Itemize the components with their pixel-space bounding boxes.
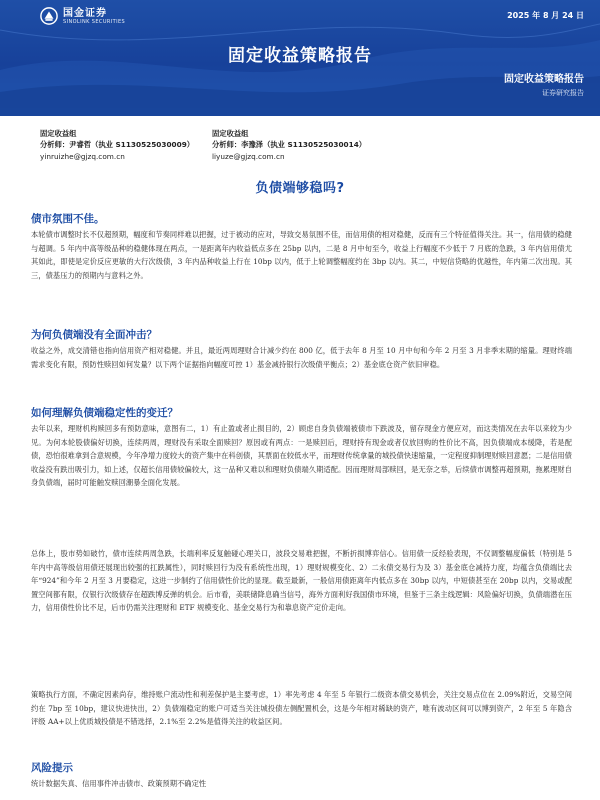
company-logo: [40, 7, 125, 25]
analyst-email[interactable]: liyuze@gjzq.com.cn: [212, 152, 285, 161]
section-paragraph: 统计数据失真、信用事件冲击债市、政策预期不确定性: [31, 779, 207, 788]
section-heading: 为何负债端没有全面冲击？: [31, 329, 157, 341]
analyst-name: 分析师：李豫泽（执业 S1130525030014）: [212, 140, 367, 149]
report-type: 固定收益策略报告: [504, 74, 584, 85]
logo-english-name: SINOLINK SECURITIES: [63, 18, 126, 25]
analyst-card: [212, 128, 366, 162]
report-title: 固定收益策略报告: [228, 46, 372, 66]
section-paragraph: 本轮债市调整时长不仅超预期，幅度和节奏同样难以把握，过于被动的应对，导致交易氛围不佳，而信用债的相对稳健，反而有三个特征值得关注。其一，信用债的稳健与超调。5 年内中高等级品种的稳健体现在两点，一是距离年内收益低点多在 25bp 以内，二是 8 月中旬至今，收益上行幅度不少低于 7 月底的急跌，3 年内信用债尤其如此，即使是定价反应更敏的大行次级债，3 年内品种收益上行在 10bp 以内，低于上轮调整幅度约在 3bp 以内。其二，中短信贷略的优越性，年内第二次出现。其三，债基压力的预期内与意料之外。: [31, 230, 572, 280]
report-department: 证券研究报告: [542, 89, 584, 97]
section-paragraph: 去年以来，理财机构赎回多有预防意味，意图有二，1）有止盈或者止损目的，2）顾虑自身负债端被债市下跌波及，留存现金方便应对，而这类情况在去年以来较为少见。为何本轮股债偏好切换，连续两周，理财没有采取全面赎回？原因或有两点：一是赎回后，理财持有现金或者仅放回购的性价比不高，因负债端成本缓降，若是配债，恐怕很难拿到合意规模，今年净增力度较大的资产集中在科创债，其票面在较低水平，而理财传统拿量的城投债快速缩量，一定程度抑制理财赎回意愿；二是信用债收益没有跌出吸引力，如上述，仅超长信用债较偏较大，这一品种又难以和理财负债端久期适配。因而理财局部赎回，是无奈之举，后续债市调整再超预期，拖累理财自身负债端，届时可能触发赎回潮暴全面化发展。: [31, 424, 572, 488]
section-paragraph: 总体上，股市势如破竹，债市连续两周急跌，长端利率反复触碰心理关口，波段交易难把握，不断折损博弈信心。信用债一反经验表现，不仅调整幅度偏低（特别是 5 年内中高等级信用债还展现出较强的扛跌属性），同时赎回行为没有系统性出现，1）理财规模变化、2）二永债交易行为及 3）基金底仓减持力度，均蕴含负债端比去年“924”和今年 2 月至 3 月要稳定，这进一步制约了信用债性价比的显现。截至最新，一般信用债距离年内低点多在 30bp 以内，中短债甚至在 20bp 以内，交易或配置空间都有限，仅银行次级债存在超跌博反弹的机会。后市看，美联储降息确当信号，海外方面利好我国债市环境，但鉴于三条主线逻辑：风险偏好切换，负债端潜在压力，信用债性价比不足，后市仍需关注理财和 ETF 规模变化、基金交易行为和靠息资产定价走向。: [31, 549, 572, 613]
section-heading: 债市氛围不佳。: [31, 213, 105, 225]
analyst-group: 固定收益组: [40, 129, 77, 138]
report-date: 2025 年 8 月 24 日: [507, 11, 584, 20]
article-headline: 负债端够稳吗?: [255, 181, 345, 196]
section-heading: 如何理解负债端稳定性的变迁？: [31, 407, 178, 419]
section-paragraph: 收益之外，成交清错也指向信用资产相对稳健。并且，最近两周理财合计减少约在 800 亿，低于去年 8 月至 10 月中旬和今年 2 月至 3 月非季末期的缩量。理财终端需求变化有限，预防性赎回如何发量？以下两个证据指向幅度可控 1）基金减持银行次级债平衡点；2）基金底仓资产依旧审稳。: [31, 346, 572, 369]
section-paragraph: 策略执行方面，不确定因素尚存，维持账户流动性和利差保护是主要考虑，1）率先考虑 4 年至 5 年银行二级资本债交易机会，关注交易点位在 2.09%附近，交易空间约在 7bp 至 10bp，建议快进快出，2）负债端稳定的账户可适当关注城投债左侧配置机会，这是今年相对稀缺的资产，唯有波动区间可以博到资产，2 年至 5 年隐含评级 AA+以上优质城投债是不错选择，2.1%至 2.2%是值得关注的收益区间。: [31, 690, 572, 727]
analyst-name: 分析师：尹睿哲（执业 S1130525030009）: [40, 140, 195, 149]
report-banner: [0, 0, 600, 116]
analyst-group: 固定收益组: [212, 129, 249, 138]
logo-chinese-name: 国金证券: [63, 7, 107, 19]
analyst-card: [40, 128, 194, 162]
analyst-email[interactable]: yinruizhe@gjzq.com.cn: [40, 152, 125, 161]
section-heading: 风险提示: [31, 762, 73, 774]
logo-emblem-icon: [40, 7, 58, 25]
